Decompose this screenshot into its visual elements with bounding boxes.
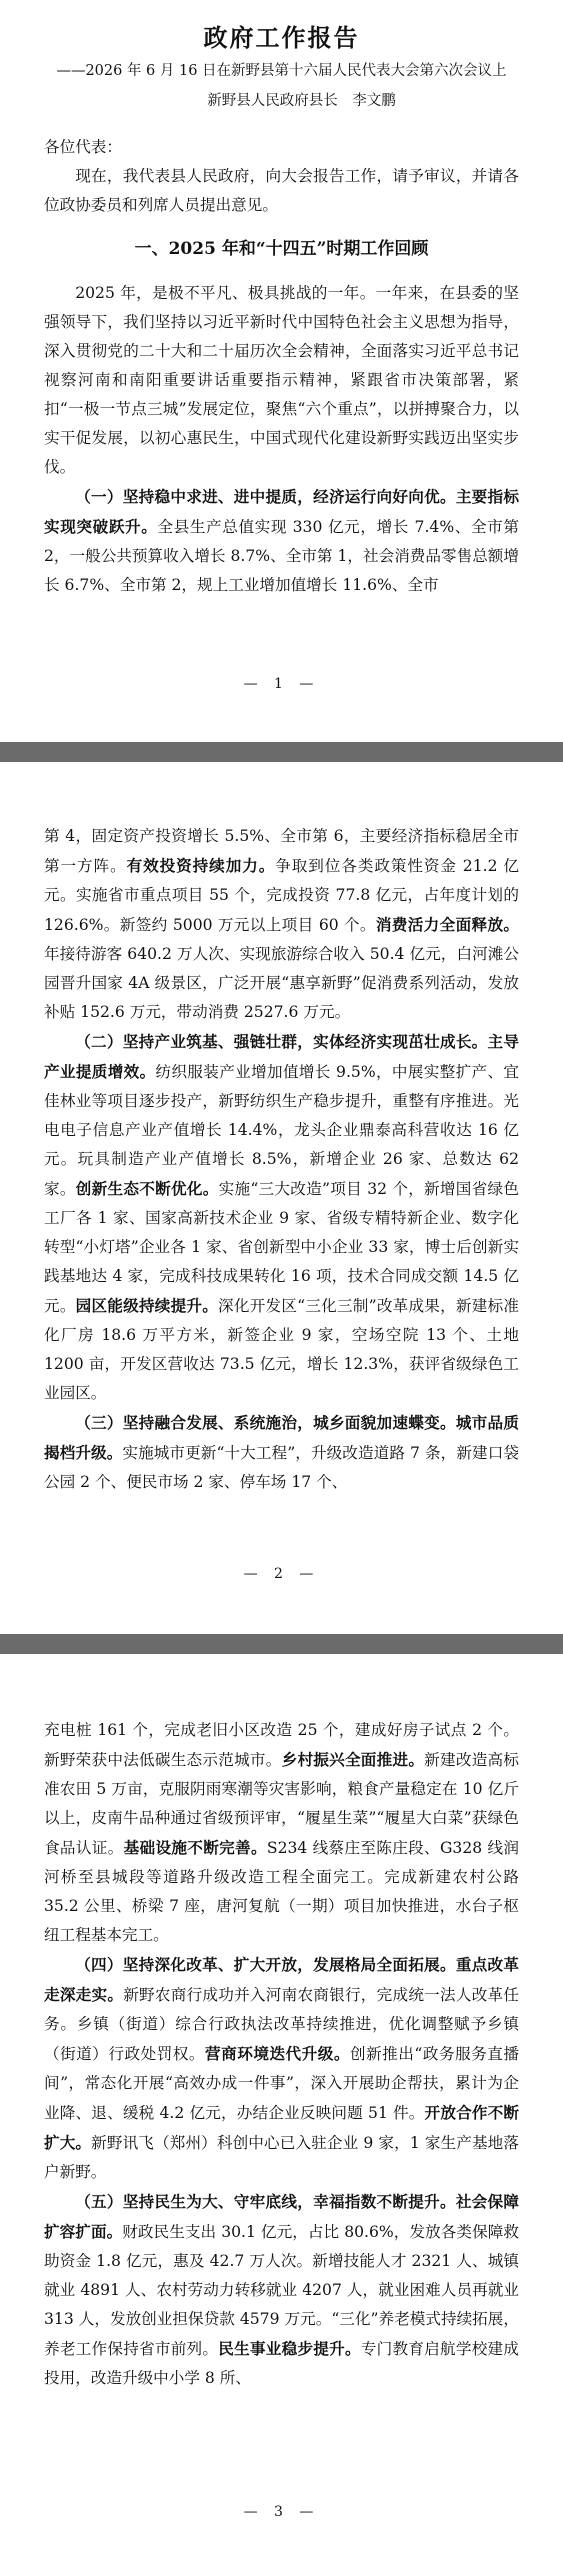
paragraph-text: 年接待游客 640.2 万人次、实现旅游综合收入 50.4 亿元，白河滩公园晋升国家 4A 级景区，广泛开展“惠享新野”促消费系列活动，发放补贴 152.6 万元，带动消费 2527.6 万元。 bbox=[44, 945, 519, 1021]
paragraph bbox=[44, 1408, 519, 1497]
page-number: — 1 — bbox=[243, 676, 320, 692]
salutation: 各位代表： bbox=[44, 138, 122, 156]
bold-lead: （二）坚持产业筑基、强链壮群，实体经济实现茁壮成长。主导产业提质增效。 bbox=[44, 1032, 519, 1081]
paragraph-text: 争取到位各类政策性资金 21.2 亿元。实施省市重点项目 55 个，完成投资 77.8 亿元，占年度计划的 126.6%。新签约 5000 万元以上项目 60 个。 bbox=[44, 857, 519, 934]
bold-lead: 消费活力全面释放。 bbox=[375, 915, 519, 934]
bold-lead: （五）坚持民生为大、守牢底线，幸福指数不断提升。社会保障扩容扩面。 bbox=[44, 2192, 519, 2241]
bold-lead: 营商环境迭代升级。 bbox=[205, 2044, 350, 2063]
bold-lead: 创新生态不断优化。 bbox=[75, 1179, 219, 1198]
paragraph-text: 新野农商行成功并入河南农商银行，完成统一法人改革任务。乡镇（街道）综合行政执法改革持续推进，优化调整赋予乡镇（街道）行政处罚权。 bbox=[44, 1986, 519, 2063]
report-title: 政府工作报告 bbox=[203, 23, 360, 52]
paragraph-text: 财政民生支出 30.1 亿元，占比 80.6%，发放各类保障救助资金 1.8 亿元，惠及 42.7 万人次。新增技能人才 2321 人、城镇就业 4891 人、农村劳动力转移就业 4207 人，就业困难人员再就业 313 人，发放创业担保贷款 4579 万元。“三化”养老模式持续拓展，养老工作保持省市前列。 bbox=[44, 2223, 519, 2358]
paragraph-text: 专门教育启航学校建成投用，改造升级中小学 8 所、 bbox=[44, 2340, 519, 2387]
paragraph bbox=[44, 822, 519, 1027]
bold-lead: 园区能级持续提升。 bbox=[75, 1296, 219, 1315]
paragraph-text: 纺织服装产业增加值增长 9.5%，中展实整扩产、宜佳林业等项目逐步投产，新野纺织生产稳步提升，重整有序推进。光电电子信息产业产值增长 14.4%，龙头企业鼎泰高科营收达 16 亿元。玩具制造产业产值增长 8.5%，新增企业 26 家、总数达 62 家。 bbox=[44, 1063, 519, 1198]
bold-lead: （一）坚持稳中求进、进中提质，经济运行向好向优。主要指标实现突破跃升。 bbox=[44, 487, 519, 536]
bold-lead: （三）坚持融合发展、系统施治，城乡面貌加速蝶变。城市品质揭档升级。 bbox=[44, 1413, 519, 1462]
paragraph bbox=[44, 1950, 519, 2187]
page-2 bbox=[0, 762, 563, 1634]
bold-lead: 民生事业稳步提升。 bbox=[218, 2339, 361, 2358]
page-number: — 3 — bbox=[243, 2504, 320, 2520]
paragraph-text: 新野讯飞（郑州）科创中心已入驻企业 9 家，1 家生产基地落户新野。 bbox=[44, 2134, 519, 2181]
bold-lead: 开放合作不断扩大。 bbox=[44, 2103, 519, 2152]
paragraph-text: 第 4，固定资产投资增长 5.5%、全市第 6，主要经济指标稳居全市第一方阵。 bbox=[44, 827, 519, 875]
page-number: — 2 — bbox=[243, 1566, 320, 1582]
report-subtitle: ——2026 年 6 月 16 日在新野县第十六届人民代表大会第六次会议上 bbox=[56, 63, 507, 79]
paragraph bbox=[44, 1716, 519, 1950]
paragraph-text: 实施城市更新“十大工程”，升级改造道路 7 条，新建口袋公园 2 个、便民市场 2 家、停车场 17 个、 bbox=[44, 1444, 519, 1491]
paragraph-text: 全县生产总值实现 330 亿元，增长 7.4%、全市第 2，一般公共预算收入增长 8.7%、全市第 1，社会消费品零售总额增长 6.7%、全市第 2，规上工业增加值增长 11.6%、全市 bbox=[44, 518, 519, 594]
bold-lead: 有效投资持续加力。 bbox=[126, 856, 276, 875]
paragraph-text: 深化开发区“三化三制”改革成果，新建标准化厂房 18.6 万平方米，新签企业 9 家，空场空院 13 个、土地 1200 亩，开发区营收达 73.5 亿元，增长 12.3%，获评省级绿色工业园区。 bbox=[44, 1297, 519, 1402]
page-3 bbox=[0, 1654, 563, 2574]
paragraph-text: 创新推出“政务服务直播间”，常态化开展“高效办成一件事”，深入开展助企帮扶，累计为企业降、退、缓税 4.2 亿元，办结企业反映问题 51 件。 bbox=[44, 2045, 519, 2122]
paragraph bbox=[44, 2187, 519, 2393]
paragraph: 2025 年，是极不平凡、极具挑战的一年。一年来，在县委的坚强领导下，我们坚持以习近平新时代中国特色社会主义思想为指导，深入贯彻党的二十大和二十届历次全会精神，全面落实习近平总书记视察河南和南阳重要讲话重要指示精神，紧跟省市决策部署，紧扣“一极一节点三城”发展定位，聚焦“六个重点”，以拼搏聚合力，以实干促发展，以初心惠民生，中国式现代化建设新野实践迈出坚实步伐。 bbox=[44, 284, 519, 476]
paragraph-text: S234 线蔡庄至陈庄段、G328 线润河桥至县城段等道路升级改造工程全面完工。完成新建农村公路 35.2 公里、桥梁 7 座，唐河复航（一期）项目加快推进，水台子枢纽工程基本完工。 bbox=[44, 1839, 519, 1944]
bold-lead: 乡村振兴全面推进。 bbox=[281, 1750, 425, 1769]
paragraph bbox=[44, 1027, 519, 1408]
page-1 bbox=[0, 0, 563, 742]
bold-lead: （四）坚持深化改革、扩大开放，发展格局全面拓展。重点改革走深走实。 bbox=[44, 1955, 519, 2004]
paragraph bbox=[44, 482, 519, 600]
intro-paragraph: 现在，我代表县人民政府，向大会报告工作，请予审议，并请各位政协委员和列席人员提出意见。 bbox=[44, 167, 519, 214]
section-heading: 一、2025 年和“十四五”时期工作回顾 bbox=[134, 239, 429, 259]
report-author: 新野县人民政府县长 李文鹏 bbox=[207, 93, 396, 109]
paragraph-text: 充电桩 161 个，完成老旧小区改造 25 个，建成好房子试点 2 个。新野荣获中法低碳生态示范城市。 bbox=[44, 1721, 519, 1769]
paragraph-text: 实施“三大改造”项目 32 个，新增国省绿色工厂各 1 家、国家高新技术企业 9 家、省级专精特新企业、数字化转型“小灯塔”企业各 1 家、省创新型中小企业 33 家，博士后创新实践基地达 4 家，完成科技成果转化 16 项，技术合同成交额 14.5 亿元。 bbox=[44, 1180, 519, 1315]
paragraph-text: 新建改造高标准农田 5 万亩，克服阴雨寒潮等灾害影响，粮食产量稳定在 10 亿斤以上，皮南牛品种通过省级预评审，“履星生菜”“履星大白菜”获绿色食品认证。 bbox=[44, 1751, 519, 1857]
bold-lead: 基础设施不断完善。 bbox=[123, 1838, 267, 1857]
